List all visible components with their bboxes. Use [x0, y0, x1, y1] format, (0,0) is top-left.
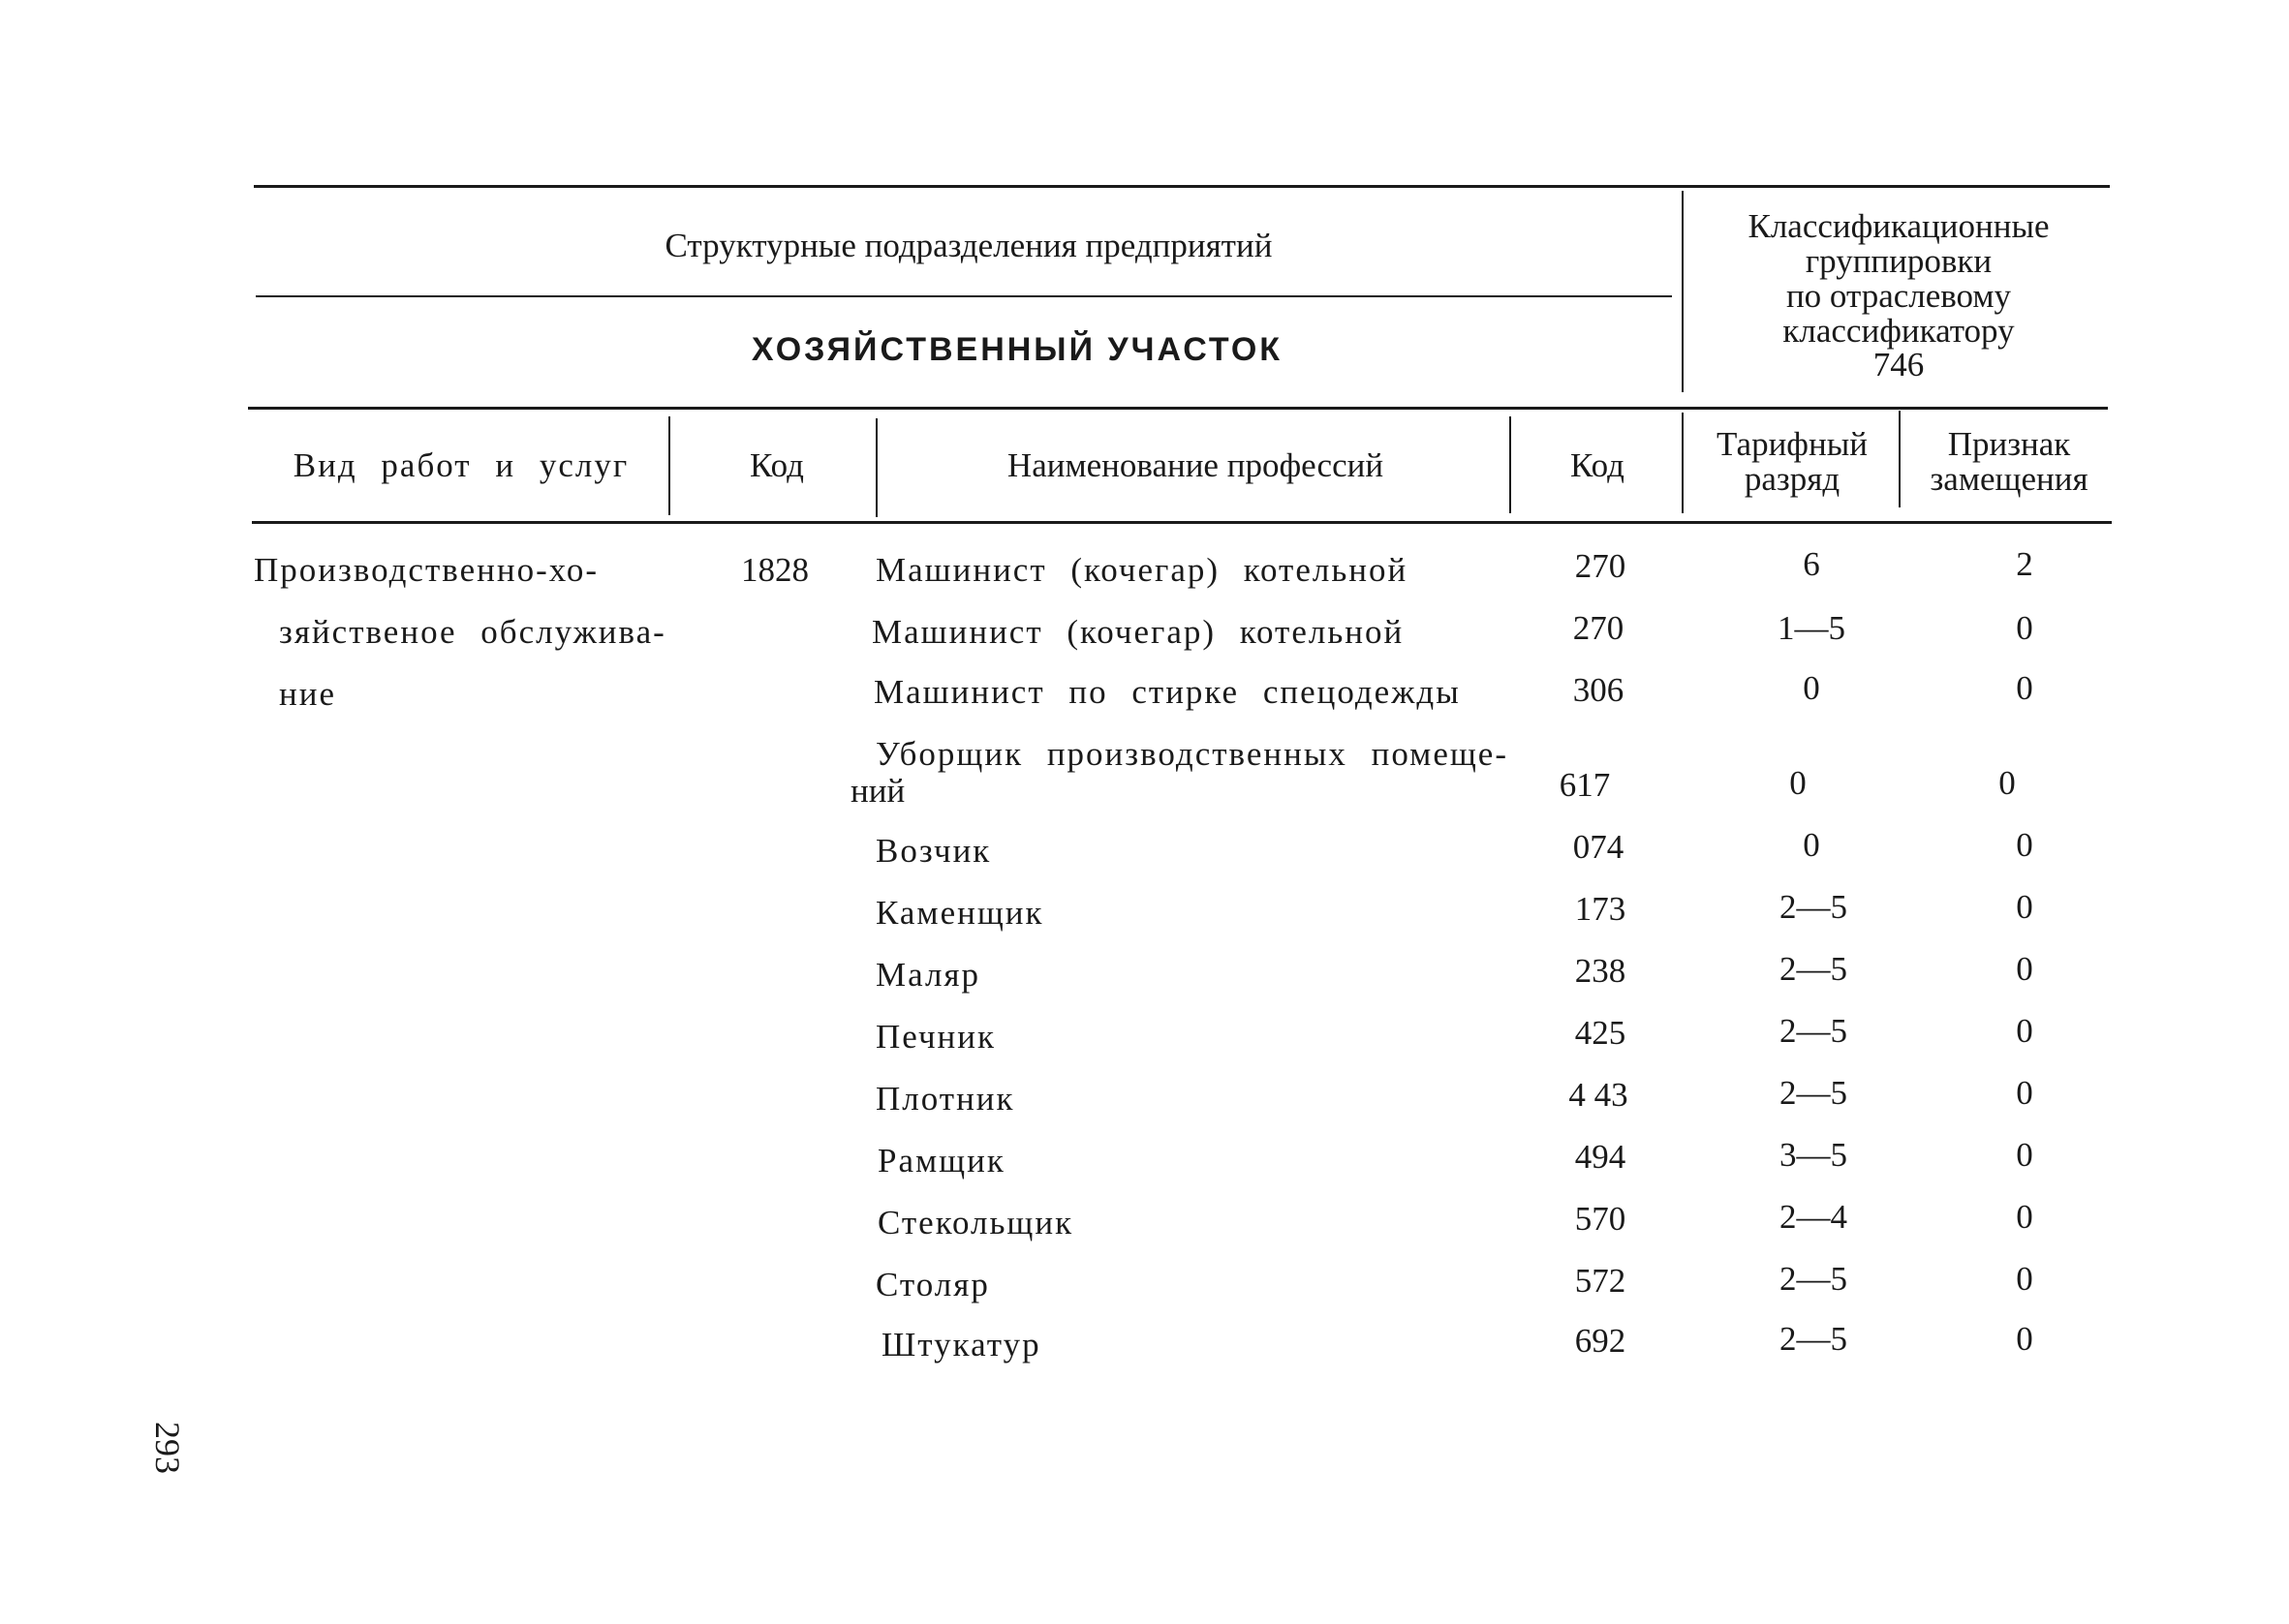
- tariff-grade: 2—5: [1779, 1074, 1847, 1112]
- profession-code: 572: [1574, 1262, 1626, 1300]
- col-divider-1: [668, 416, 670, 515]
- tariff-grade: 0: [1803, 669, 1820, 707]
- profession-name: Машинист (кочегар) котельной: [872, 613, 1405, 651]
- col-header-replacement-2: замещения: [1930, 460, 2088, 498]
- tariff-grade: 2—5: [1779, 1260, 1847, 1298]
- profession-code: 074: [1572, 828, 1624, 866]
- col-divider-3: [1509, 416, 1511, 513]
- column-rule: [252, 521, 2112, 524]
- col-header-tariff: Тарифный: [1717, 425, 1868, 463]
- classification-line: группировки: [1805, 242, 1993, 280]
- top-rule: [254, 185, 2110, 188]
- col-header-work-type: Вид работ и услуг: [293, 446, 630, 484]
- page-number: 293: [148, 1422, 187, 1474]
- replacement-sign: 0: [2016, 1260, 2033, 1298]
- replacement-sign: 2: [2016, 545, 2033, 583]
- profession-code: 173: [1574, 890, 1626, 928]
- tariff-grade: 2—5: [1779, 888, 1847, 926]
- classification-line: 746: [1872, 346, 1925, 383]
- col-header-code-2: Код: [1570, 446, 1624, 484]
- profession-name: Машинист (кочегар) котельной: [876, 551, 1408, 589]
- col-header-tariff-2: разряд: [1744, 460, 1840, 498]
- col-divider-4: [1682, 413, 1684, 513]
- work-type-code: 1828: [741, 551, 809, 589]
- replacement-sign: 0: [2016, 888, 2033, 926]
- classification-divider: [1682, 191, 1684, 392]
- tariff-grade: 2—5: [1779, 1320, 1847, 1358]
- col-header-replacement: Признак: [1947, 425, 2071, 463]
- structural-title: Структурные подразделения предприятий: [665, 227, 1273, 264]
- profession-code: 306: [1572, 671, 1624, 709]
- tariff-grade: 1—5: [1778, 609, 1845, 647]
- profession-name: Уборщик производственных помеще-: [876, 735, 1508, 773]
- profession-name: Печник: [876, 1018, 997, 1056]
- replacement-sign: 0: [2016, 1198, 2033, 1236]
- profession-code: 617: [1559, 766, 1611, 804]
- tariff-grade: 2—4: [1779, 1198, 1847, 1236]
- profession-name: Возчик: [876, 832, 992, 870]
- profession-code: 570: [1574, 1200, 1626, 1238]
- profession-name: Маляр: [876, 956, 981, 994]
- tariff-grade: 0: [1789, 764, 1807, 802]
- profession-name: Штукатур: [882, 1326, 1041, 1364]
- replacement-sign: 0: [2016, 1136, 2033, 1174]
- work-type-line: Производственно-хо-: [254, 551, 600, 589]
- profession-code: 692: [1574, 1322, 1626, 1360]
- tariff-grade: 0: [1803, 826, 1820, 864]
- tariff-grade: 6: [1803, 545, 1820, 583]
- profession-name: Столяр: [876, 1266, 990, 1303]
- replacement-sign: 0: [2016, 669, 2033, 707]
- replacement-sign: 0: [2016, 826, 2033, 864]
- profession-name: Стекольщик: [878, 1204, 1074, 1241]
- replacement-sign: 0: [2016, 1074, 2033, 1112]
- profession-code: 270: [1572, 609, 1624, 647]
- section-title: ХОЗЯЙСТВЕННЫЙ УЧАСТОК: [751, 331, 1284, 368]
- classification-line: Классификационные: [1748, 207, 2050, 245]
- classification-line: по отраслевому: [1785, 277, 2012, 315]
- replacement-sign: 0: [2016, 1320, 2033, 1358]
- replacement-sign: 0: [2016, 609, 2033, 647]
- replacement-sign: 0: [1998, 764, 2016, 802]
- profession-code: 494: [1574, 1138, 1626, 1176]
- header-rule: [248, 407, 2108, 410]
- profession-name: Рамщик: [878, 1142, 1005, 1180]
- profession-name: Машинист по стирке спецодежды: [874, 673, 1461, 711]
- replacement-sign: 0: [2016, 950, 2033, 988]
- profession-name: Каменщик: [876, 894, 1044, 932]
- tariff-grade: 3—5: [1779, 1136, 1847, 1174]
- tariff-grade: 2—5: [1779, 1012, 1847, 1050]
- profession-code: 270: [1574, 547, 1626, 585]
- col-divider-2: [876, 418, 878, 517]
- profession-code: 238: [1574, 952, 1626, 990]
- replacement-sign: 0: [2016, 1012, 2033, 1050]
- section-rule: [256, 295, 1672, 297]
- profession-name: Плотник: [876, 1080, 1015, 1118]
- col-header-code-1: Код: [750, 446, 804, 484]
- col-header-profession: Наименование профессий: [1006, 446, 1384, 484]
- profession-code: 425: [1574, 1014, 1626, 1052]
- profession-code: 4 43: [1568, 1076, 1628, 1114]
- work-type-line: зяйственое обслужива-: [279, 613, 666, 651]
- classification-line: классификатору: [1782, 312, 2015, 350]
- tariff-grade: 2—5: [1779, 950, 1847, 988]
- profession-name-cont: ний: [851, 772, 906, 810]
- work-type-line: ние: [279, 675, 336, 713]
